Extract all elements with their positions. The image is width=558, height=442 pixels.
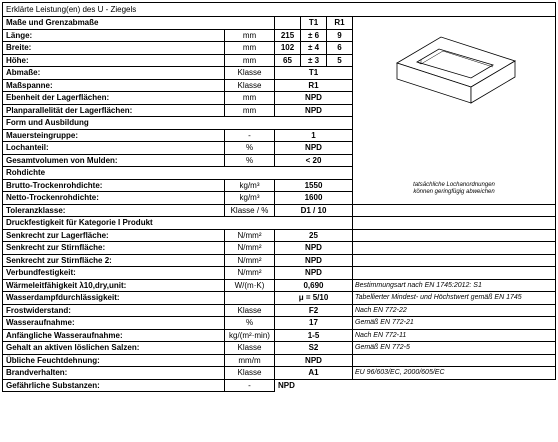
brick-image-cell (353, 17, 556, 205)
section-header-dimensions (3, 17, 556, 30)
section-title: Rohdichte (3, 167, 353, 180)
column-header-t1: T1 (301, 17, 327, 30)
row-brutto: Brutto-Trockenrohdichte: kg/m³ 1550 (3, 179, 556, 192)
row-feuchtdehnung: Übliche Feuchtdehnung: mm/m NPD (3, 354, 556, 367)
row-anfaengliche-wasseraufnahme: Anfängliche Wasseraufnahme: kg/(m²·min) 1-5 Nach EN 772-11 (3, 329, 556, 342)
image-note: tatsächliche Lochanordnungen können geringfügig abweichen (413, 182, 495, 195)
row-salze: Gehalt an aktiven löslichen Salzen: Klasse S2 Gemäß EN 772-5 (3, 342, 556, 355)
section-title: Form und Ausbildung (3, 117, 353, 130)
brick-illustration (389, 31, 519, 106)
section-title: Maße und Grenzabmaße (3, 17, 275, 30)
performance-table (2, 2, 556, 392)
section-header-strength (3, 217, 556, 230)
row-mauersteingruppe: Mauersteingruppe: - 1 (3, 129, 556, 142)
section-title: Druckfestigkeit für Kategorie I Produkt (3, 217, 353, 230)
dimension-row-height: Höhe: mm 65 ± 3 5 (3, 54, 556, 67)
dimension-row-width: Breite: mm 102 ± 4 6 (3, 42, 556, 55)
row-planparallelitaet: Planparallelität der Lagerflächen: mm NPD (3, 104, 556, 117)
page-title: Erklärte Leistung(en) des U - Ziegels (3, 3, 556, 17)
row-stirnflaeche-2: Senkrecht zur Stirnfläche 2: N/mm² NPD (3, 254, 556, 267)
row-toleranzklasse: Toleranzklasse: Klasse / % D1 / 10 (3, 204, 556, 217)
column-header-r1: R1 (327, 17, 353, 30)
row-brandverhalten: Brandverhalten: Klasse A1 EU 96/603/EC, 2000/605/EC (3, 367, 556, 380)
row-netto: Netto-Trockenrohdichte: kg/m³ 1600 (3, 192, 556, 205)
row-stirnflaeche: Senkrecht zur Stirnfläche: N/mm² NPD (3, 242, 556, 255)
row-wasserdampf: Wasserdampfdurchlässigkeit: μ = 5/10 Tabellierter Mindest- und Höchstwert gemäß EN 1745 (3, 292, 556, 305)
dimension-row-length: Länge: mm 215 ± 6 9 (3, 29, 556, 42)
row-frostwiderstand: Frostwiderstand: Klasse F2 Nach EN 772-22 (3, 304, 556, 317)
row-gefaehrliche-substanzen: Gefährliche Substanzen: - NPD (3, 379, 556, 392)
row-massspanne: Maßspanne: Klasse R1 (3, 79, 556, 92)
row-verbundfestigkeit: Verbundfestigkeit: N/mm² NPD (3, 267, 556, 280)
row-mulden: Gesamtvolumen von Mulden: % < 20 (3, 154, 556, 167)
row-lagerflaeche: Senkrecht zur Lagerfläche: N/mm² 25 (3, 229, 556, 242)
row-lochanteil: Lochanteil: % NPD (3, 142, 556, 155)
row-ebenheit: Ebenheit der Lagerflächen: mm NPD (3, 92, 556, 105)
row-waermeleitfaehigkeit: Wärmeleitfähigkeit λ10,dry,unit: W/(m·K) 0,690 Bestimmungsart nach EN 1745:2012: S1 (3, 279, 556, 292)
title-row (3, 3, 556, 17)
row-abmasse: Abmaße: Klasse T1 (3, 67, 556, 80)
row-wasseraufnahme: Wasseraufnahme: % 17 Gemäß EN 772-21 (3, 317, 556, 330)
